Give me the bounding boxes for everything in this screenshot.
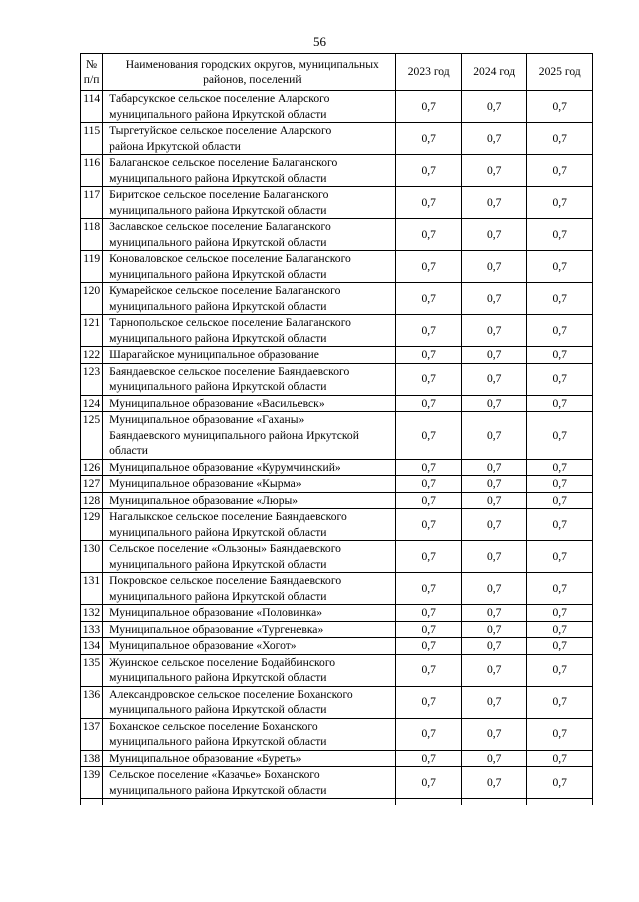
- row-name: [103, 251, 396, 283]
- row-number: 136: [81, 686, 103, 718]
- table-continuation: [81, 799, 593, 806]
- row-name: [103, 573, 396, 605]
- row-name: [103, 767, 396, 799]
- row-value-2023: 0,7: [396, 605, 462, 622]
- row-value-2025: 0,7: [527, 363, 593, 395]
- row-value-2025: 0,7: [527, 219, 593, 251]
- row-value-2025: 0,7: [527, 718, 593, 750]
- row-value-2023: 0,7: [396, 395, 462, 412]
- row-value-2023: 0,7: [396, 123, 462, 155]
- row-name: [103, 187, 396, 219]
- row-value-2024: 0,7: [461, 750, 527, 767]
- row-name-line: Муниципальное образование «Буреть»: [109, 751, 302, 765]
- row-value-2024: 0,7: [461, 219, 527, 251]
- row-name: [103, 412, 396, 460]
- row-name-line: Кумарейское сельское поселение Балаганского: [109, 284, 341, 297]
- row-name: [103, 219, 396, 251]
- row-value-2024: 0,7: [461, 767, 527, 799]
- row-name: [103, 686, 396, 718]
- row-name-line: Муниципальное образование «Кырма»: [109, 477, 302, 490]
- header-number: № п/п: [81, 54, 103, 91]
- row-value-2023: 0,7: [396, 459, 462, 476]
- row-name-line: Муниципальное образование «Хогот»: [109, 639, 297, 652]
- row-value-2023: 0,7: [396, 686, 462, 718]
- row-value-2025: 0,7: [527, 767, 593, 799]
- row-number: 135: [81, 654, 103, 686]
- row-name-line: Муниципальное образование «Половинка»: [109, 606, 323, 619]
- table-row: [81, 718, 593, 750]
- row-value-2025: 0,7: [527, 283, 593, 315]
- row-name-line: Баяндаевское сельское поселение Баяндаевского: [109, 364, 350, 378]
- table-row: [81, 251, 593, 283]
- row-value-2025: 0,7: [527, 347, 593, 364]
- row-value-2025: 0,7: [527, 123, 593, 155]
- row-name: [103, 492, 396, 509]
- row-name-line: Муниципальное образование «Гаханы»: [109, 413, 305, 426]
- row-number: 133: [81, 621, 103, 638]
- table-row: [81, 395, 593, 412]
- table-row: [81, 509, 593, 541]
- row-name-line: муниципального района Иркутской области: [109, 107, 327, 121]
- row-name: [103, 638, 396, 655]
- row-name-line: муниципального района Иркутской области: [109, 735, 327, 748]
- page-number: 56: [313, 34, 326, 49]
- row-value-2025: 0,7: [527, 395, 593, 412]
- row-name: [103, 395, 396, 412]
- row-number: 125: [81, 412, 103, 460]
- row-number: 137: [81, 718, 103, 750]
- row-name-line: Муниципальное образование «Васильевск»: [109, 396, 325, 410]
- row-name: [103, 347, 396, 364]
- header-2025: 2025 год: [527, 54, 593, 91]
- row-value-2023: 0,7: [396, 718, 462, 750]
- row-value-2023: 0,7: [396, 476, 462, 493]
- table-row: [81, 686, 593, 718]
- row-value-2023: 0,7: [396, 509, 462, 541]
- row-value-2023: 0,7: [396, 654, 462, 686]
- row-value-2025: 0,7: [527, 686, 593, 718]
- row-number: 117: [81, 187, 103, 219]
- row-value-2024: 0,7: [461, 638, 527, 655]
- row-number: 129: [81, 509, 103, 541]
- table-row: [81, 476, 593, 493]
- row-name-line: Балаганское сельское поселение Балаганского: [109, 156, 338, 169]
- row-name-line: муниципального района Иркутской области: [109, 589, 327, 603]
- row-value-2024: 0,7: [461, 476, 527, 493]
- table-row: [81, 605, 593, 622]
- table-row: [81, 123, 593, 155]
- row-value-2025: 0,7: [527, 91, 593, 123]
- row-value-2023: 0,7: [396, 251, 462, 283]
- row-name-line: Жуинское сельское поселение Бодайбинского: [109, 655, 336, 669]
- row-name-line: района Иркутской области: [109, 139, 241, 153]
- row-number: 124: [81, 395, 103, 412]
- row-name: [103, 123, 396, 155]
- row-name-line: муниципального района Иркутской области: [109, 171, 327, 185]
- row-value-2024: 0,7: [461, 412, 527, 460]
- continuation-cell: [396, 799, 462, 806]
- table-row: [81, 315, 593, 347]
- row-name-line: Биритское сельское поселение Балаганского: [109, 188, 329, 201]
- row-value-2025: 0,7: [527, 412, 593, 460]
- row-name: [103, 509, 396, 541]
- row-name-line: Коноваловское сельское поселение Балаганского: [109, 252, 351, 265]
- row-number: 126: [81, 459, 103, 476]
- row-value-2025: 0,7: [527, 573, 593, 605]
- row-name-line: Муниципальное образование «Тургеневка»: [109, 622, 324, 636]
- row-value-2024: 0,7: [461, 621, 527, 638]
- municipal-table: [80, 53, 593, 805]
- row-value-2024: 0,7: [461, 395, 527, 412]
- row-value-2023: 0,7: [396, 573, 462, 605]
- row-value-2025: 0,7: [527, 638, 593, 655]
- row-value-2023: 0,7: [396, 155, 462, 187]
- continuation-cell: [81, 799, 103, 806]
- row-name-line: муниципального района Иркутской области: [109, 267, 327, 281]
- row-value-2025: 0,7: [527, 750, 593, 767]
- row-name: [103, 315, 396, 347]
- row-name: [103, 605, 396, 622]
- row-name-line: Сельское поселение «Ользоны» Баяндаевского: [109, 542, 341, 555]
- row-number: 121: [81, 315, 103, 347]
- row-value-2025: 0,7: [527, 315, 593, 347]
- row-value-2024: 0,7: [461, 347, 527, 364]
- row-name: [103, 459, 396, 476]
- row-name-line: муниципального района Иркутской области: [109, 557, 327, 571]
- row-name: [103, 621, 396, 638]
- row-value-2023: 0,7: [396, 621, 462, 638]
- row-name-line: Табарсукское сельское поселение Аларского: [109, 92, 330, 105]
- row-value-2024: 0,7: [461, 573, 527, 605]
- continuation-cell: [461, 799, 527, 806]
- row-name-line: Александровское сельское поселение Боханского: [109, 687, 353, 701]
- row-value-2024: 0,7: [461, 251, 527, 283]
- row-name-line: Шарагайское муниципальное образование: [109, 348, 319, 361]
- continuation-cell: [103, 799, 396, 806]
- row-value-2023: 0,7: [396, 347, 462, 364]
- row-name: [103, 283, 396, 315]
- row-number: 120: [81, 283, 103, 315]
- table-row: [81, 638, 593, 655]
- row-value-2024: 0,7: [461, 155, 527, 187]
- row-name-line: Боханское сельское поселение Боханского: [109, 719, 318, 733]
- row-value-2023: 0,7: [396, 750, 462, 767]
- row-name-line: муниципального района Иркутской области: [109, 203, 327, 217]
- row-value-2023: 0,7: [396, 767, 462, 799]
- row-name-line: Сельское поселение «Казачье» Боханского: [109, 768, 320, 781]
- table-row: [81, 219, 593, 251]
- row-number: 131: [81, 573, 103, 605]
- row-name: [103, 476, 396, 493]
- row-number: 132: [81, 605, 103, 622]
- table-row: [81, 573, 593, 605]
- table-row: [81, 155, 593, 187]
- row-value-2024: 0,7: [461, 315, 527, 347]
- table-row: [81, 459, 593, 476]
- row-number: 127: [81, 476, 103, 493]
- row-value-2023: 0,7: [396, 541, 462, 573]
- table-body: [81, 91, 593, 806]
- row-number: 119: [81, 251, 103, 283]
- row-name: [103, 718, 396, 750]
- row-number: 122: [81, 347, 103, 364]
- row-value-2024: 0,7: [461, 686, 527, 718]
- row-name: [103, 155, 396, 187]
- row-value-2024: 0,7: [461, 459, 527, 476]
- row-name-line: муниципального района Иркутской области: [109, 703, 327, 716]
- continuation-cell: [527, 799, 593, 806]
- row-name-line: муниципального района Иркутской области: [109, 525, 327, 539]
- row-name: [103, 363, 396, 395]
- row-name-line: Муниципальное образование «Люры»: [109, 493, 299, 507]
- row-name-line: муниципального района Иркутской области: [109, 331, 327, 345]
- header-name: Наименования городских округов, муниципальных районов, поселений: [103, 54, 396, 91]
- table-row: [81, 654, 593, 686]
- row-number: 128: [81, 492, 103, 509]
- table-row: [81, 91, 593, 123]
- row-value-2025: 0,7: [527, 509, 593, 541]
- row-number: 123: [81, 363, 103, 395]
- row-number: 116: [81, 155, 103, 187]
- row-value-2024: 0,7: [461, 363, 527, 395]
- header-2023: 2023 год: [396, 54, 462, 91]
- row-value-2024: 0,7: [461, 605, 527, 622]
- row-value-2023: 0,7: [396, 283, 462, 315]
- table-row: [81, 363, 593, 395]
- row-name-line: Покровское сельское поселение Баяндаевского: [109, 574, 342, 587]
- header-2024: 2024 год: [461, 54, 527, 91]
- row-value-2023: 0,7: [396, 219, 462, 251]
- row-number: 130: [81, 541, 103, 573]
- row-name: [103, 654, 396, 686]
- row-name-line: Нагалыкское сельское поселение Баяндаевского: [109, 510, 347, 523]
- row-value-2024: 0,7: [461, 187, 527, 219]
- row-value-2025: 0,7: [527, 605, 593, 622]
- row-value-2023: 0,7: [396, 363, 462, 395]
- table-row: [81, 492, 593, 509]
- row-value-2024: 0,7: [461, 654, 527, 686]
- row-name-line: муниципального района Иркутской области: [109, 299, 327, 313]
- row-name-line: муниципального района Иркутской области: [109, 380, 327, 393]
- row-name: [103, 91, 396, 123]
- row-value-2023: 0,7: [396, 315, 462, 347]
- row-value-2025: 0,7: [527, 476, 593, 493]
- row-value-2025: 0,7: [527, 621, 593, 638]
- row-value-2025: 0,7: [527, 251, 593, 283]
- row-value-2024: 0,7: [461, 718, 527, 750]
- row-number: 138: [81, 750, 103, 767]
- table-row: [81, 412, 593, 460]
- row-number: 114: [81, 91, 103, 123]
- row-name-line: Тарнопольское сельское поселение Балаганского: [109, 316, 351, 329]
- row-value-2025: 0,7: [527, 541, 593, 573]
- row-number: 134: [81, 638, 103, 655]
- row-value-2023: 0,7: [396, 412, 462, 460]
- row-name-line: Баяндаевского муниципального района Иркутской: [109, 428, 359, 442]
- table-row: [81, 347, 593, 364]
- row-number: 139: [81, 767, 103, 799]
- row-name-line: муниципального района Иркутской области: [109, 783, 327, 797]
- row-value-2023: 0,7: [396, 638, 462, 655]
- table-row: [81, 767, 593, 799]
- row-value-2023: 0,7: [396, 492, 462, 509]
- table-row: [81, 283, 593, 315]
- row-value-2025: 0,7: [527, 187, 593, 219]
- table-row: [81, 750, 593, 767]
- row-name-line: муниципального района Иркутской области: [109, 671, 327, 684]
- row-value-2024: 0,7: [461, 492, 527, 509]
- row-name: [103, 750, 396, 767]
- row-value-2024: 0,7: [461, 91, 527, 123]
- row-value-2024: 0,7: [461, 123, 527, 155]
- table-row: [81, 187, 593, 219]
- row-value-2025: 0,7: [527, 459, 593, 476]
- row-number: 115: [81, 123, 103, 155]
- table-header-row: [81, 54, 593, 91]
- table-row: [81, 621, 593, 638]
- row-value-2023: 0,7: [396, 91, 462, 123]
- row-name-line: области: [109, 444, 148, 457]
- row-value-2025: 0,7: [527, 492, 593, 509]
- row-name-line: Тыргетуйское сельское поселение Аларского: [109, 124, 332, 137]
- row-value-2025: 0,7: [527, 155, 593, 187]
- row-name: [103, 541, 396, 573]
- row-value-2023: 0,7: [396, 187, 462, 219]
- row-name-line: Заславское сельское поселение Балаганского: [109, 220, 331, 233]
- row-value-2024: 0,7: [461, 541, 527, 573]
- row-name-line: Муниципальное образование «Курумчинский»: [109, 460, 341, 474]
- row-value-2025: 0,7: [527, 654, 593, 686]
- row-value-2024: 0,7: [461, 509, 527, 541]
- row-number: 118: [81, 219, 103, 251]
- row-value-2024: 0,7: [461, 283, 527, 315]
- table-row: [81, 541, 593, 573]
- row-name-line: муниципального района Иркутской области: [109, 235, 327, 249]
